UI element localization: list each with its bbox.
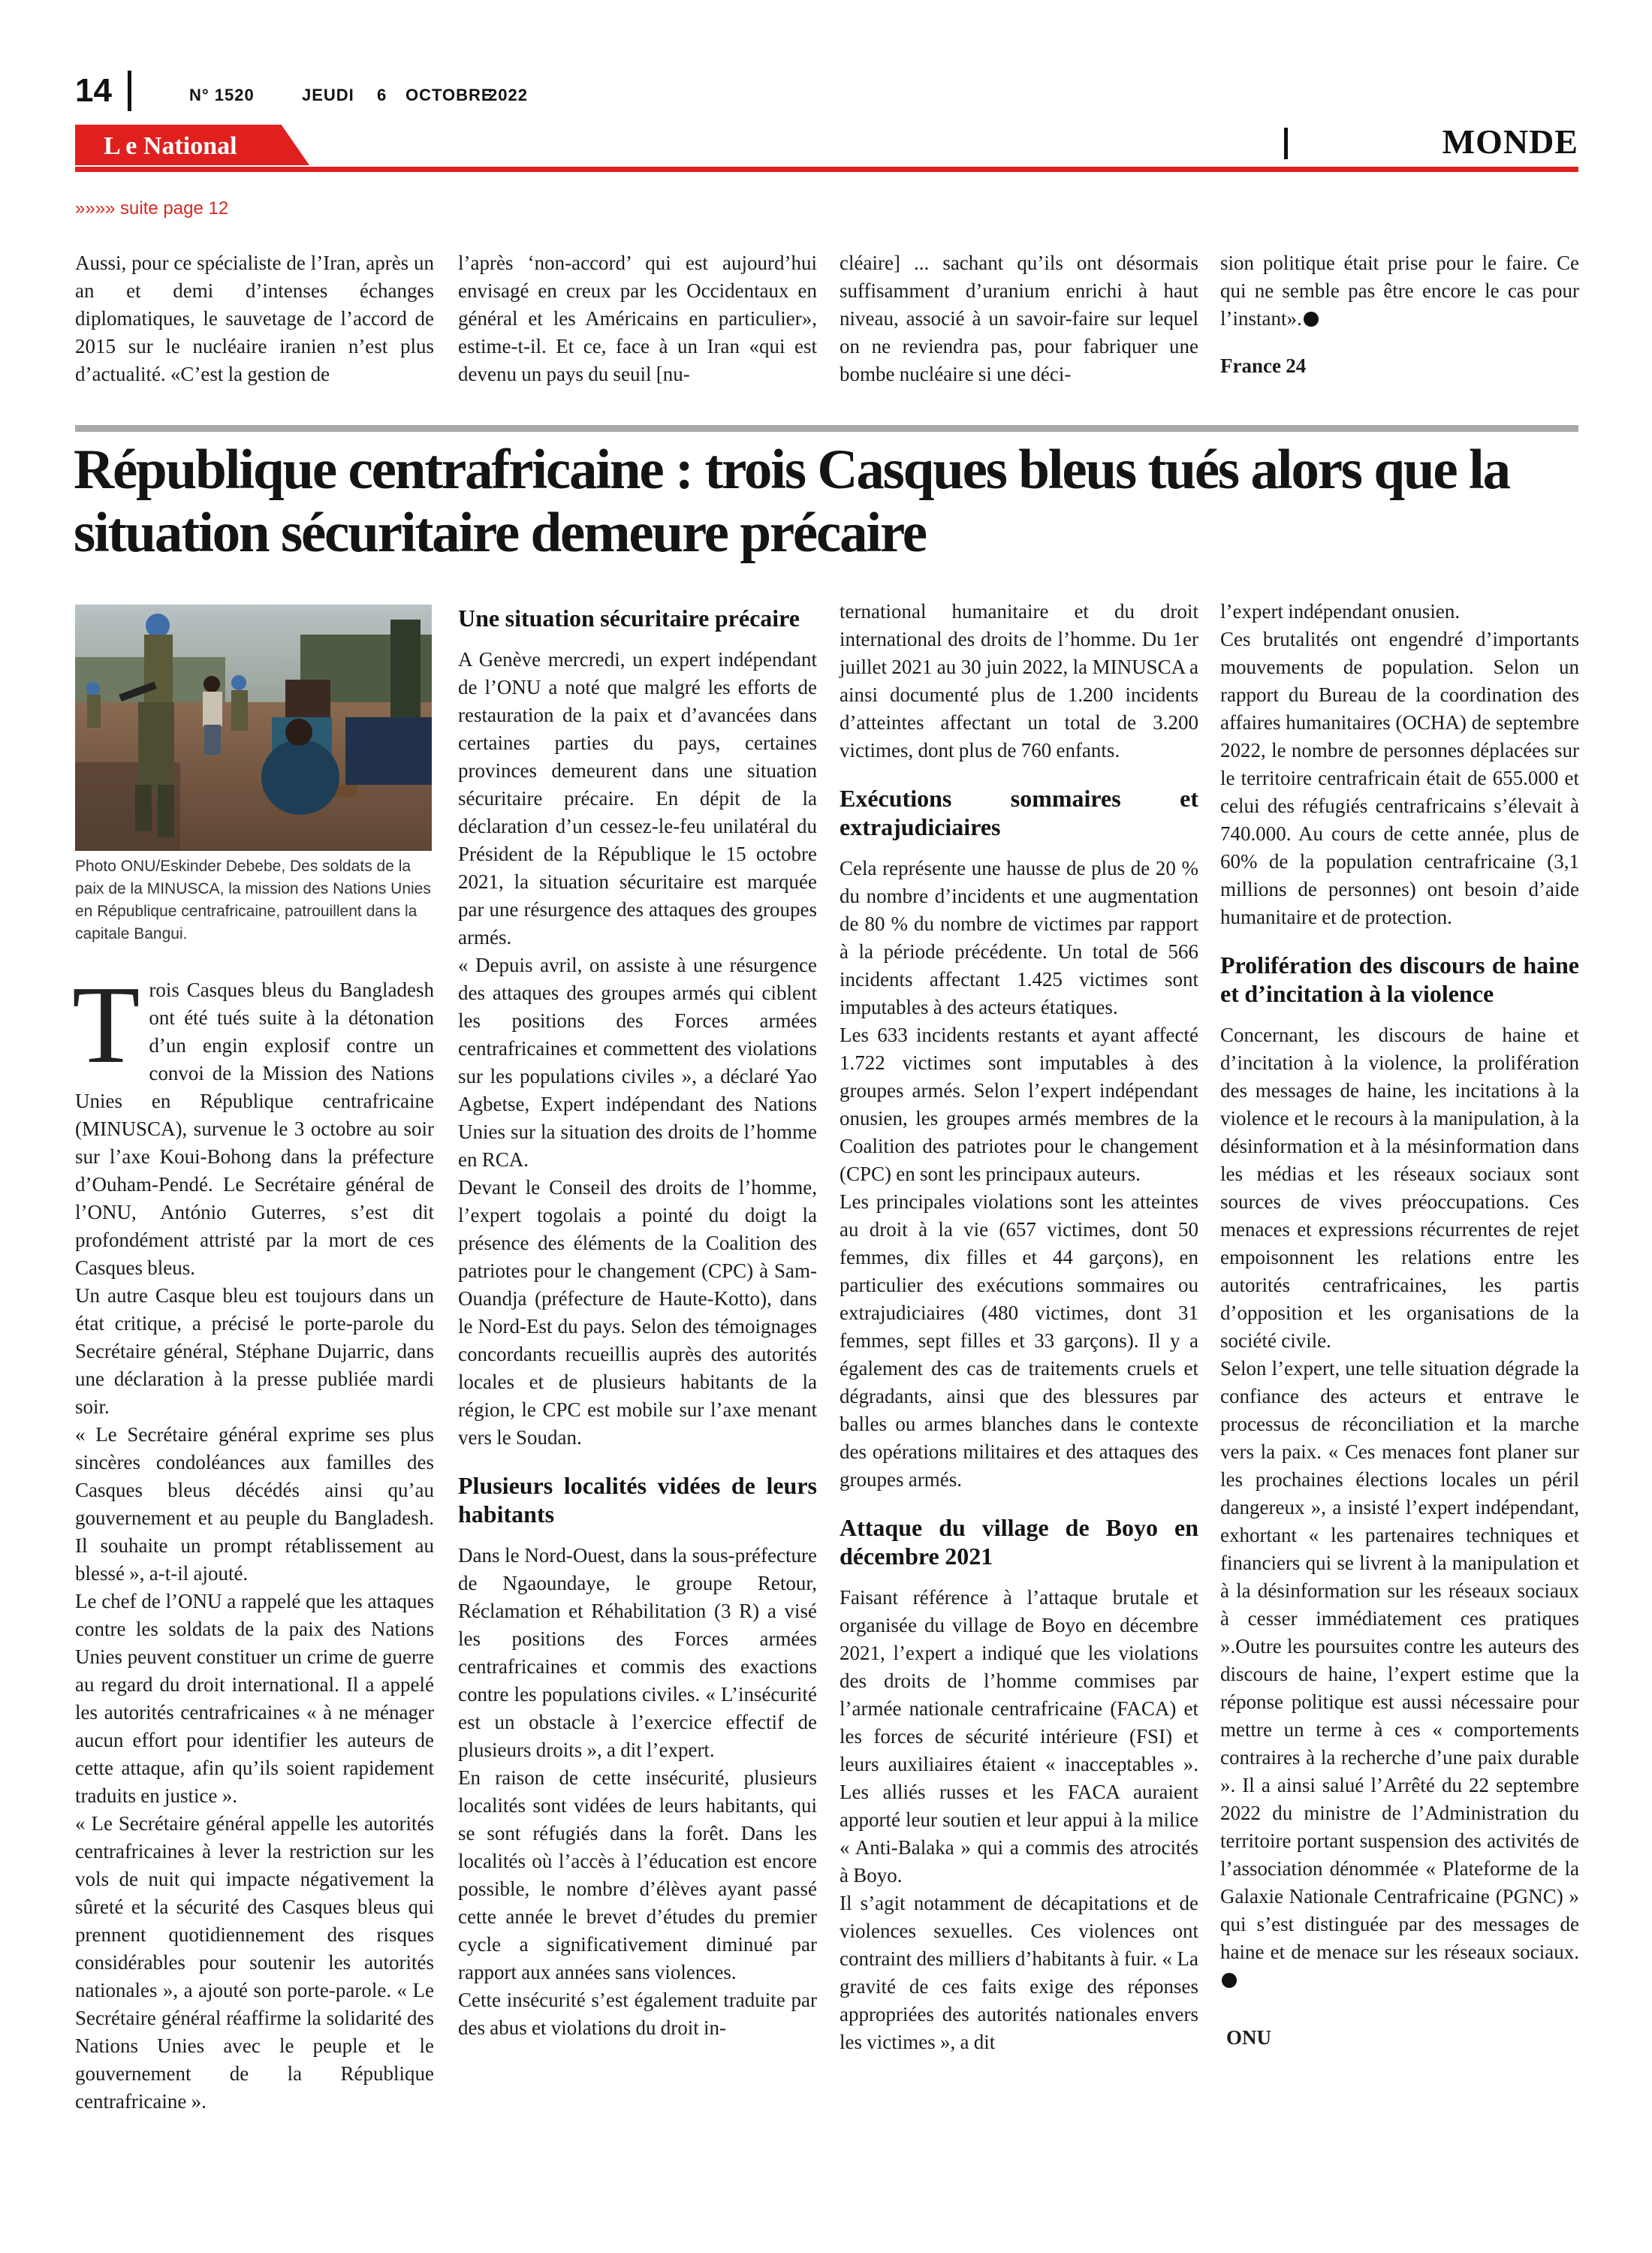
date-year: 2022 bbox=[488, 86, 528, 104]
paragraph: Les 633 incidents restants et ayant affecté 1.722 victimes sont imputables à des groupes armés. Selon l’expert indépendant onusien, les groupes armés membres de la Coalition des patriotes pour le changement (CPC) en sont les principaux auteurs. bbox=[840, 1024, 1198, 1185]
page-number-divider bbox=[128, 71, 131, 111]
article-col-4 bbox=[1220, 598, 1579, 2052]
previous-article-text: sion politique était prise pour le faire. Ce qui ne semble pas être encore le cas pour l’instant». bbox=[1220, 252, 1579, 330]
paragraph: « Le Secrétaire général appelle les autorités centrafricaines à lever la restriction sur les vols de nuit qui impacte négativement la sûreté et la sécurité des Casques bleus qui prennent quotidiennement des risques considérables pour soutenir les autorités nationales », a ajouté son porte-parole. « Le Secrétaire général réaffirme la solidarité des Nations Unies avec le peuple et le gouvernement de la République centrafricaine ». bbox=[75, 1812, 434, 2113]
article-end bbox=[1220, 1355, 1579, 1994]
masthead-rule bbox=[75, 167, 1578, 172]
paragraph-text: Selon l’expert, une telle situation dégrade la confiance des acteurs et entrave le processus de réconciliation et la marche vers la paix. « Ces menaces font planer sur les prochaines élections locales un péril dangereux », a insisté l’expert indépendant, exhortant « les partenaires techniques et financiers qui se livrent à la manipulation et à la désinformation sur les réseaux sociaux à cesser immédiatement ces pratiques ».Outre les poursuites contre les auteurs des discours de haine, l’expert estime que la réponse politique est aussi nécessaire pour mettre un terme à ces « comportements contraires à la recherche d’une paix durable ». Il a ainsi salué l’Arrêté du 22 septembre 2022 du ministre de l’Administration du territoire portant suspension des activités de l’association dénommée « Plateforme de la Galaxie Nationale Centrafricaine (PGNC) » qui s’est distinguée par des messages de haine et de menace sur les réseaux sociaux. bbox=[1220, 1357, 1579, 1963]
paragraph: Dans le Nord-Ouest, dans la sous-préfecture de Ngaoundaye, le groupe Retour, Réclamation et Réhabilitation (3 R) a visé les positions des Forces armées centrafricaines et commis des exactions contre les populations civiles. « L’insécurité est un obstacle à l’exercice effectif de plusieurs droits », a dit l’expert. bbox=[458, 1544, 817, 1761]
end-mark-icon bbox=[1304, 312, 1319, 327]
paragraph: Cette insécurité s’est également traduite par des abus et violations du droit in- bbox=[458, 1989, 817, 2039]
end-mark-icon bbox=[1222, 1973, 1237, 1988]
previous-article-end bbox=[1220, 249, 1579, 333]
subheading: Une situation sécuritaire précaire bbox=[458, 605, 800, 632]
paragraph: A Genève mercredi, un expert indépendant de l’ONU a noté que malgré les efforts de restauration de la paix et d’avancées dans certaines parties du pays, certaines provinces demeurent dans une situation sécuritaire précaire. En dépit de la déclaration d’un cessez-le-feu unilatéral du Président de la République le 15 octobre 2021, la situation sécuritaire est marquée par une résurgence des attaques des groupes armés. bbox=[458, 648, 817, 949]
paragraph: En raison de cette insécurité, plusieurs localités sont vidées de leurs habitants, qui se sont réfugiés dans la forêt. Dans les localités où l’accès à l’éducation est encore possible, le nombre d’élèves ayant passé cette année le brevet d’études du premier cycle a significativement diminué par rapport aux années sans violences. bbox=[458, 1766, 817, 1983]
continued-from-link[interactable]: »»»» suite page 12 bbox=[75, 198, 229, 219]
article-separator bbox=[75, 425, 1578, 432]
previous-article-source: France 24 bbox=[1220, 354, 1307, 377]
article-col-1 bbox=[72, 964, 434, 2116]
previous-article-text: Aussi, pour ce spécialiste de l’Iran, après un an et demi d’intenses échanges diplomatiques, le sauvetage de l’accord de 2015 sur le nucléaire iranien n’est plus d’actualité. «C’est la gestion de bbox=[75, 252, 434, 385]
subheading: Attaque du village de Boyo en décembre 2021 bbox=[840, 1514, 1198, 1570]
paragraph: Un autre Casque bleu est toujours dans un état critique, a précisé le porte-parole du Secrétaire général, Stéphane Dujarric, dans une déclaration à la presse publiée mardi soir. bbox=[75, 1284, 434, 1418]
previous-article-col-4 bbox=[1220, 249, 1579, 380]
paragraph: « Le Secrétaire général exprime ses plus sincères condoléances aux familles des Casques bleus décédés ainsi qu’au gouvernement et au peuple du Bangladesh. Il souhaite un prompt rétablissement au blessé », a-t-il ajouté. bbox=[75, 1423, 434, 1585]
previous-article-col-1 bbox=[75, 249, 434, 388]
previous-article-text: l’après ‘non-accord’ qui est aujourd’hui envisagé en creux par les Occidentaux en général et les Américains en particulier», estime-t-il. Et ce, face à un Iran «qui est devenu un pays du seuil [nu- bbox=[458, 252, 817, 385]
paragraph: Ces brutalités ont engendré d’importants mouvements de population. Selon un rapport du Bureau de la coordination des affaires humanitaires (OCHA) de septembre 2022, le nombre de personnes déplacées sur le territoire centrafricain était de 655.000 et celui des réfugiés centrafricains s’élevait à 740.000. Au cours de cette année, plus de 60% de la population centrafricaine (3,1 millions de personnes) ont besoin d’aide humanitaire et de protection. bbox=[1220, 628, 1579, 928]
issue-number: N° 1520 bbox=[189, 86, 255, 104]
section-label: MONDE bbox=[1442, 122, 1578, 161]
previous-article-text: cléaire] ... sachant qu’ils ont désormais suffisamment d’uranium enrichi à haut niveau, associé à un savoir-faire sur lequel on ne reviendra pas, pour fabriquer une bombe nucléaire si une déci- bbox=[840, 252, 1198, 385]
paragraph: Cela représente une hausse de plus de 20 % du nombre d’incidents et une augmentation de 80 % du nombre de victimes par rapport à la période précédente. Un total de 566 incidents affectant 1.425 victimes sont imputables à des acteurs étatiques. bbox=[840, 857, 1198, 1018]
paragraph: Devant le Conseil des droits de l’homme, l’expert togolais a pointé du doigt la présence des éléments de la Coalition des patriotes pour le changement (CPC) à Sam-Ouandja (préfecture de Haute-Kotto), dans le Nord-Est du pays. Selon des témoignages concordants recueillis auprès des autorités locales et de plusieurs habitants de la région, le CPC est mobile sur l’axe menant vers le Soudan. bbox=[458, 1176, 817, 1449]
photo-caption: Photo ONU/Eskinder Debebe, Des soldats de la paix de la MINUSCA, la mission des Nations Unies en République centrafricaine, patrouillent dans la capitale Bangui. bbox=[75, 858, 431, 943]
article-source: ONU bbox=[1226, 2026, 1271, 2049]
paragraph: Concernant, les discours de haine et d’incitation à la violence, la prolifération des messages de haine, les incitations à la violence et le recours à la manipulation, à la désinformation et à la mésinformation dans les médias et les réseaux sociaux sont sources de vives préoccupations. Ces menaces et expressions récurrentes de rejet empoisonnent les relations entre les autorités centrafricaines, les partis d’opposition et les organisations de la société civile. bbox=[1220, 1024, 1579, 1352]
date-month: OCTOBRE bbox=[405, 86, 493, 104]
masthead-logo: L e National bbox=[104, 132, 237, 160]
page-number: 14 bbox=[75, 72, 112, 109]
article-photo bbox=[75, 605, 432, 851]
subheading: Plusieurs localités vidées de leurs habitants bbox=[458, 1472, 817, 1528]
subheading: Exécutions sommaires et extrajudiciaires bbox=[840, 785, 1198, 840]
paragraph-text: rois Casques bleus du Bangladesh ont été tués suite à la détonation d’un engin explosif contre un convoi de la Mission des Nations Unies en République centrafricaine (MINUSCA), survenue le 3 octobre au soir sur l’axe Koui-Bohong dans la préfecture d’Ouham-Pendé. Le Secrétaire général de l’ONU, António Guterres, s’est dit profondément attristé par la mort de ces Casques bleus. bbox=[75, 979, 434, 1279]
previous-article-col-3 bbox=[840, 249, 1198, 388]
lead-paragraph bbox=[72, 964, 434, 1282]
paragraph: Il s’agit notamment de décapitations et de violences sexuelles. Ces violences ont contraint des milliers d’habitants à fuir. « La gravité de ces faits exige des réponses appropriées des autorités nationales envers les victimes », a dit bbox=[840, 1892, 1198, 2053]
paragraph: Les principales violations sont les atteintes au droit à la vie (657 victimes, dont 50 femmes, dix filles et 44 garçons), en particulier des exécutions sommaires ou extrajudiciaires (480 victimes, dont 31 femmes, sept filles et 33 garçons). Il y a également des cas de traitements cruels et dégradants, ainsi que des blessures par balles ou armes blanches dans le contexte des opérations militaires et des attaques des groupes armés. bbox=[840, 1190, 1198, 1491]
date-daynum: 6 bbox=[377, 86, 387, 104]
article-col-3 bbox=[840, 598, 1198, 2056]
date-day: JEUDI bbox=[302, 86, 354, 104]
paragraph: Faisant référence à l’attaque brutale et organisée du village de Boyo en décembre 2021, l’expert a indiqué que les violations des droits de l’homme commises par l’armée nationale centrafricaine (FACA) et les forces de sécurité intérieure (FSI) et leurs auxiliaires étaient « inacceptables ». Les alliés russes et les FACA auraient apporté leur soutien et leur appui à la milice « Anti-Balaka » qui a commis des atrocités à Boyo. bbox=[840, 1586, 1198, 1887]
paragraph: ternational humanitaire et du droit international des droits de l’homme. Du 1er juillet 2021 au 30 juin 2022, la MINUSCA a ainsi documenté plus de 1.200 incidents d’atteintes affectant un total de 3.200 victimes, dont plus de 760 enfants. bbox=[840, 600, 1198, 762]
article-col-2 bbox=[458, 604, 817, 2042]
previous-article-col-2 bbox=[458, 249, 817, 388]
paragraph: Le chef de l’ONU a rappelé que les attaques contre les soldats de la paix des Nations Unies peuvent constituer un crime de guerre au regard du droit international. Il a appelé les autorités centrafricaines « à ne ménager aucun effort pour identifier les auteurs de cette attaque, afin qu’ils soient rapidement traduits en justice ». bbox=[75, 1590, 434, 1807]
article-headline: République centrafricaine : trois Casques bleus tués alors que la situation sécuritaire demeure précaire bbox=[74, 439, 1509, 564]
subheading: Prolifération des discours de haine et d’incitation à la violence bbox=[1220, 952, 1579, 1007]
drop-cap: T bbox=[72, 964, 140, 1087]
paragraph: l’expert indépendant onusien. bbox=[1220, 600, 1461, 623]
section-divider bbox=[1284, 128, 1288, 159]
paragraph: « Depuis avril, on assiste à une résurgence des attaques des groupes armés qui ciblent les positions des Forces armées centrafricaines et commettent des violations sur les populations civiles », a déclaré Yao Agbetse, Expert indépendant des Nations Unies sur la situation des droits de l’homme en RCA. bbox=[458, 954, 817, 1171]
